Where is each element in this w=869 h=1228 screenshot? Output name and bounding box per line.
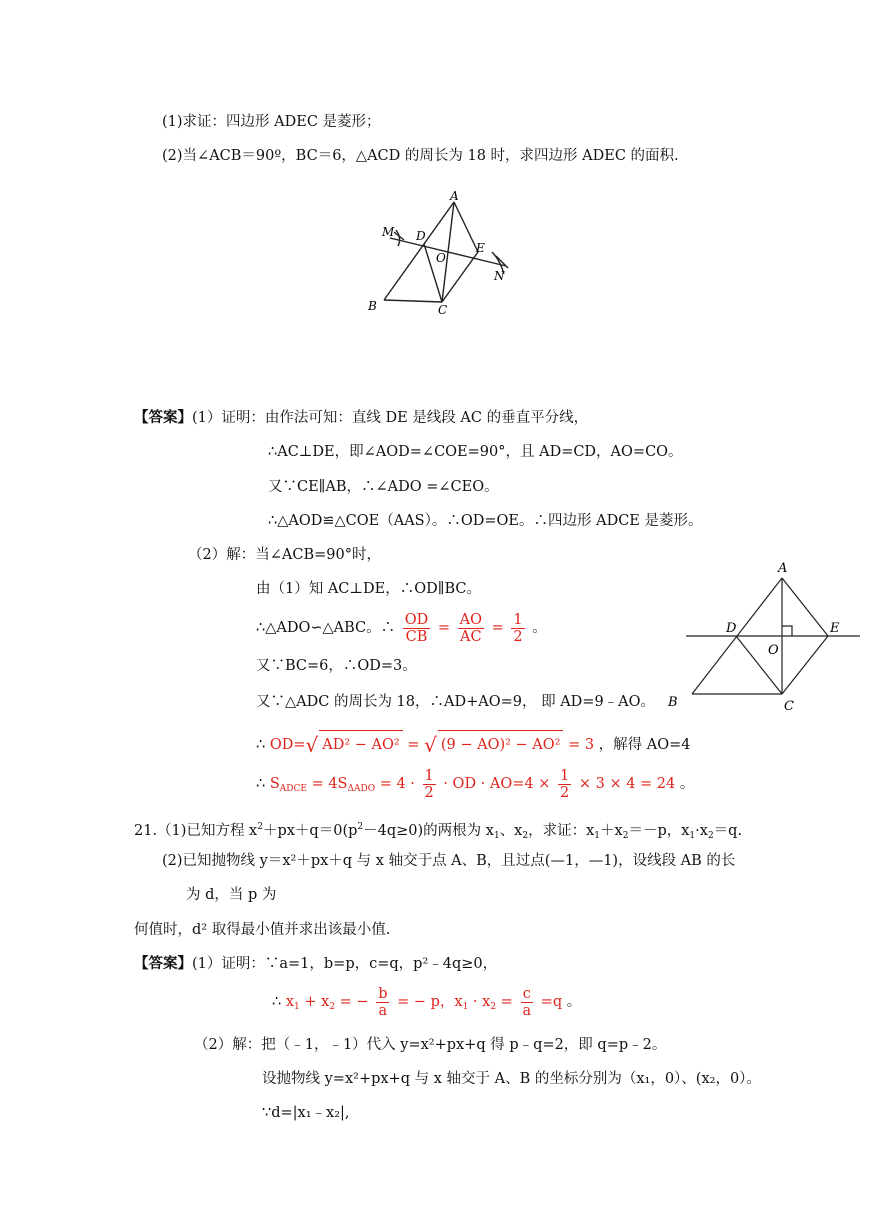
fig2-label-B: B (668, 695, 678, 710)
answer20-line2: ∴AC⊥DE，即∠AOD=∠COE=90°，且 AD=CD，AO=CO。 (268, 444, 683, 460)
figure-2-rhombus-right-angle (664, 558, 864, 714)
figure-1-rhombus-construction (360, 188, 520, 318)
fig1-label-E: E (476, 241, 485, 255)
fig2-label-D: D (726, 621, 737, 636)
answer20-line1 (134, 408, 588, 428)
sqrt-1: AD² − AO² (319, 730, 402, 759)
answer20-line3: 又∵CE∥AB，∴∠ADO =∠CEO。 (268, 479, 499, 495)
fig1-label-C: C (438, 303, 448, 317)
half-2: $\frac{1}{2}$ (560, 767, 570, 801)
answer20-line5: （2）解：当∠ACB=90°时， (188, 547, 381, 563)
sqrt-2: (9 − AO)² − AO² (438, 730, 564, 759)
answer21-line3: （2）解：把（﹣1，﹣1）代入 y=x²+px+q 得 p﹣q=2，即 q=p﹣2。 (194, 1037, 667, 1053)
fig2-label-O: O (768, 643, 779, 658)
answer21-line4: 设抛物线 y=x²+px+q 与 x 轴交于 A、B 的坐标分别为（x₁，0）、(x₂，0）。 (262, 1071, 761, 1087)
answer20-line8: 又∵BC=6，∴OD=3。 (256, 658, 417, 674)
fig2-label-A: A (778, 561, 788, 576)
q21-part3: 为 d，当 p 为 (186, 887, 277, 903)
answer20-line9: 又∵△ADC 的周长为 18，∴AD+AO=9， 即 AD=9﹣AO。 (256, 694, 656, 710)
ratio-ao-ac: $\frac{AO}{AC}$ (459, 611, 483, 645)
q20-part1: (1)求证：四边形 ADEC 是菱形； (162, 114, 381, 130)
fig1-label-A: A (450, 189, 459, 203)
answer20-text1: (1）证明：由作法可知：直线 DE 是线段 AC 的垂直平分线， (192, 410, 589, 426)
answer20-line11: ∴ $S_{ADCE} = 4S_{\Delta ADO} = 4$ · $\frac{1}{2}$ · OD · AO=4 × $\frac{1}{2}$ × 3 × 4 = 24 。 (256, 767, 695, 801)
fig2-label-E: E (830, 621, 840, 636)
answer20-line4: ∴△AOD≌△COE（AAS）。∴OD=OE。∴四边形 ADCE 是菱形。 (268, 513, 703, 529)
answer-label: 【答案】 (134, 409, 192, 426)
answer20-line10: ∴ OD=√ AD² − AO² = √ (9 − AO)² − AO² = 3 ，解得 AO=4 (256, 730, 691, 759)
q20-part2: (2)当∠ACB＝90º，BC＝6，△ACD 的周长为 18 时，求四边形 ADEC 的面积. (162, 148, 679, 164)
answer21-line2: ∴ $x_1 + x_2$ = − $\frac{b}{a}$ = − p，$x_1 \cdot x_2$ = $\frac{c}{a}$ =q 。 (272, 985, 582, 1019)
l7-prefix: ∴△ADO∽△ABC。∴ (256, 620, 396, 636)
q21-part2: (2)已知抛物线 y＝x²＋px＋q 与 x 轴交于点 A、B，且过点(—1，—1)，设线段 AB 的长 (162, 853, 736, 869)
fig1-label-O: O (436, 251, 446, 265)
ratio-half: $\frac{1}{2}$ (513, 611, 523, 645)
frac-c-a: $\frac{c}{a}$ (522, 985, 532, 1019)
answer-label: 【答案】 (134, 955, 192, 972)
answer21-line1: 【答案】(1）证明：∵a=1，b=p，c=q，p²﹣4q≥0， (134, 955, 498, 972)
fig1-label-N: N (494, 269, 505, 283)
frac-b-a: $\frac{b}{a}$ (378, 985, 388, 1019)
answer21-line5: ∵d=|x₁﹣x₂|, (262, 1105, 350, 1121)
fig1-label-B: B (368, 299, 377, 313)
q21-part4: 何值时，d² 取得最小值并求出该最小值. (134, 922, 391, 938)
q21-part1: 21.（1)已知方程 $x^2+px+q=0(p^2-4q\ge 0)$的两根为 $x_1$、$x_2$，求证：$x_1+x_2=-p$，$x_1\cdot x_2=q$. (134, 822, 743, 841)
ratio-od-cb: $\frac{OD}{CB}$ (404, 611, 429, 645)
fig1-label-D: D (416, 229, 426, 243)
answer20-line7: ∴△ADO∽△ABC。∴ $\frac{OD}{CB}$ = $\frac{AO}{AC}$ = $\frac{1}{2}$ 。 (256, 611, 547, 645)
fig2-label-C: C (784, 699, 794, 714)
answer20-line6: 由（1）知 AC⊥DE，∴OD∥BC。 (256, 581, 481, 597)
half-1: $\frac{1}{2}$ (424, 767, 434, 801)
fig1-label-M: M (382, 225, 395, 239)
